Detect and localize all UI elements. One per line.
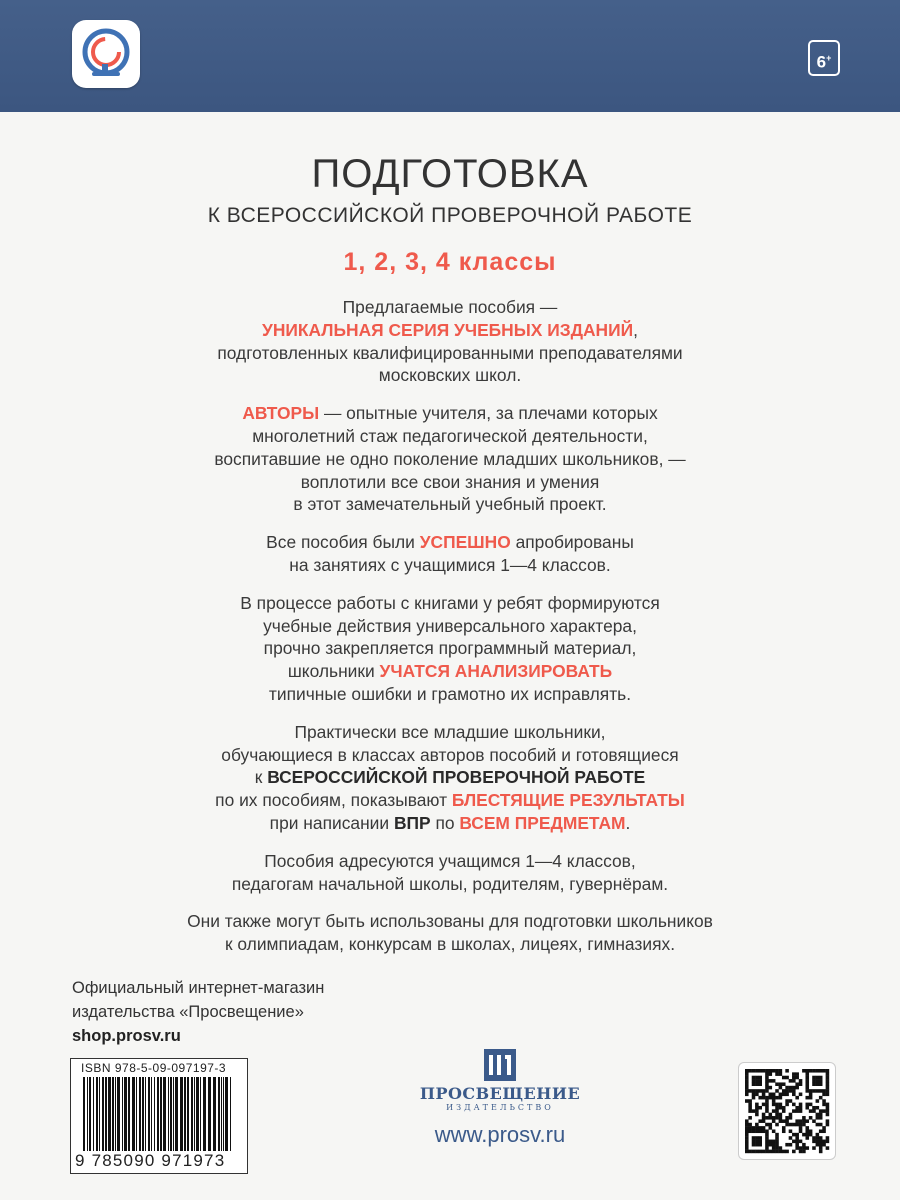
publisher-name: ПРОСВЕЩЕНИЕ xyxy=(419,1084,581,1103)
page-title: ПОДГОТОВКА xyxy=(311,152,589,196)
shop-info: Официальный интернет-магазин издательства «Просвещение» shop.prosv.ru xyxy=(72,976,412,1048)
paragraph-results: Практически все младшие школьники, обучающиеся в классах авторов пособий и готовящиеся к ВСЕРОССИЙСКОЙ ПРОВЕРОЧНОЙ РАБОТЕ по их пособиям, показывают БЛЕСТЯЩИЕ РЕЗУЛЬТАТЫ при написании ВПР по ВСЕМ ПРЕДМЕТАМ. xyxy=(215,721,685,833)
qr-code-icon[interactable] xyxy=(738,1062,836,1160)
top-band xyxy=(0,0,900,112)
paragraph-authors: АВТОРЫ — опытные учителя, за плечами которых многолетний стаж педагогической деятельности, воспитавшие не одно поколение младших школьников, — воплотили все свои знания и умения в этот замечательный учебный проект. xyxy=(214,403,686,515)
publisher-logo-icon xyxy=(72,20,140,88)
ean-number: 9 785090 971973 xyxy=(75,1151,226,1170)
grades-label: 1, 2, 3, 4 классы xyxy=(343,248,557,276)
description-text xyxy=(120,296,780,971)
paragraph-tested: Все пособия были УСПЕШНО апробированы на занятиях с учащимися 1—4 классов. xyxy=(266,532,634,575)
shop-link[interactable]: shop.prosv.ru xyxy=(72,1027,181,1045)
paragraph-audience: Пособия адресуются учащимся 1—4 классов, педагогам начальной школы, родителям, гувернёрам. xyxy=(231,850,669,894)
publisher-link[interactable]: www.prosv.ru xyxy=(434,1122,566,1147)
page-subtitle: К ВСЕРОССИЙСКОЙ ПРОВЕРОЧНОЙ РАБОТЕ xyxy=(207,204,693,227)
paragraph-series: Предлагаемые пособия — УНИКАЛЬНАЯ СЕРИЯ УЧЕБНЫХ ИЗДАНИЙ, подготовленных квалифицированными преподавателями московских школ. xyxy=(217,297,683,386)
barcode-icon xyxy=(81,1077,237,1151)
paragraph-olympiads: Они также могут быть использованы для подготовки школьников к олимпиадам, конкурсам в школах, лицеях, гимназиях. xyxy=(187,911,713,955)
isbn-label: ISBN 978-5-09-097197-3 xyxy=(81,1061,227,1075)
isbn-barcode-box xyxy=(70,1058,248,1174)
paragraph-skills: В процессе работы с книгами у ребят формируются учебные действия универсального характера, прочно закрепляется программный материал, школьники УЧАТСЯ АНАЛИЗИРОВАТЬ типичные ошибки и грамотно их исправлять. xyxy=(240,592,660,704)
publisher-subtitle: ИЗДАТЕЛЬСТВО xyxy=(446,1103,554,1112)
age-rating-badge: 6+ xyxy=(808,40,840,76)
publisher-block xyxy=(400,1048,600,1148)
publisher-emblem-icon xyxy=(483,1048,517,1082)
